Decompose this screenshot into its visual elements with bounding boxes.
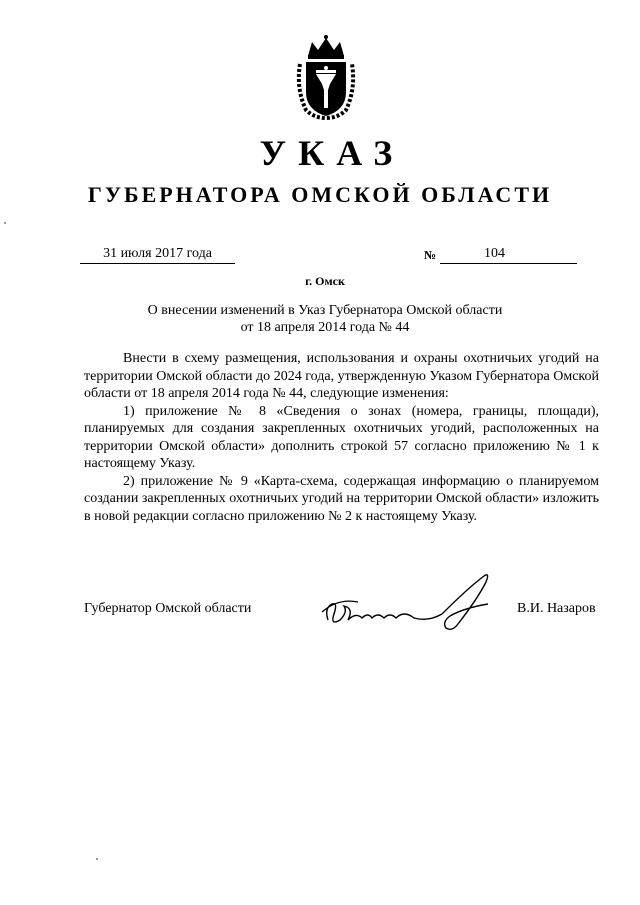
document-issuer: ГУБЕРНАТОРА ОМСКОЙ ОБЛАСТИ: [87, 182, 553, 207]
document-date: 31 июля 2017 года: [80, 246, 235, 264]
scan-speck: [96, 858, 98, 860]
signatory-name: В.И. Назаров: [517, 601, 596, 616]
scan-speck: [4, 222, 6, 224]
subject-line-2: от 18 апреля 2014 года № 44: [240, 320, 410, 335]
coat-of-arms-emblem: [294, 34, 358, 120]
body-paragraph: Внести в схему размещения, использования и охраны охотничьих угодий на территории Омской области до 2024 года, утвержденную Указом Губернатора Омской области от 18 апреля 2014 года № 44, следующие изменения:: [84, 351, 599, 401]
signatory-role: Губернатор Омской области: [84, 601, 252, 616]
document-number-field: [440, 246, 577, 264]
document-body: [84, 350, 599, 525]
subject-line-1: О внесении изменений в Указ Губернатора Омской области: [147, 303, 503, 318]
body-paragraph: 1) приложение № 8 «Сведения о зонах (номера, границы, площади), планируемых для создания закрепленных охотничьих угодий, расположенных на территории Омской области» дополнить строкой 57 согласно приложению № 1 к настоящему Указу.: [84, 403, 599, 471]
handwritten-signature: [318, 568, 490, 638]
document-city: г. Омск: [305, 274, 345, 288]
document-number: 104: [484, 246, 505, 261]
number-sign: №: [424, 248, 437, 262]
document-title: УКАЗ: [259, 133, 405, 173]
body-paragraph: 2) приложение № 9 «Карта-схема, содержащая информацию о планируемом создании закрепленных охотничьих угодий на территории Омской области» изложить в новой редакции согласно приложению № 2 к настоящему Указу.: [84, 473, 599, 524]
document-subject: [100, 302, 550, 336]
